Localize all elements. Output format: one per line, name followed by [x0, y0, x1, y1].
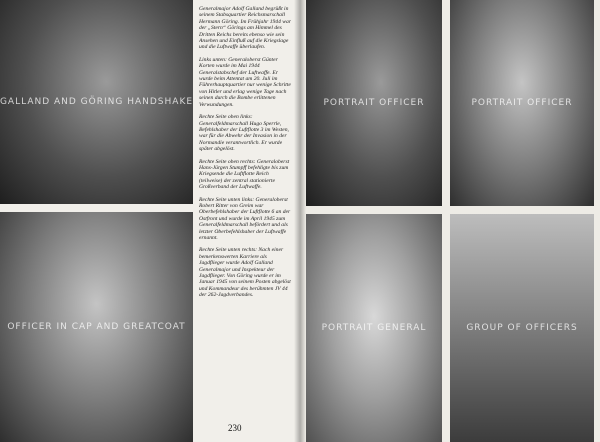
photo-portrait-top-right: [450, 0, 594, 206]
photo-caption-placeholder: GALLAND AND GÖRING HANDSHAKE: [0, 97, 193, 107]
photo-caption-placeholder: PORTRAIT OFFICER: [471, 98, 573, 108]
photo-group-officers: [450, 214, 594, 442]
photo-caption-placeholder: GROUP OF OFFICERS: [466, 323, 578, 333]
caption-paragraph: Links unten: Generaloberst Günter Korten wurde im Mai 1944 Generalstabschef der Luftwaffe. Er wurde beim Attentat am 20. Juli im Führerhauptquartier nur wenige Schritte von Hitler und erlag wenige Tage nach seinen durch die Bombe erlittenen Verwundungen.: [199, 56, 291, 108]
photo-handshake: [0, 0, 193, 204]
book-gutter: [294, 0, 306, 442]
photo-officer-cap: [0, 212, 193, 442]
photo-caption-placeholder: PORTRAIT OFFICER: [323, 98, 425, 108]
right-page: [300, 0, 600, 442]
caption-column: [199, 6, 291, 436]
photo-portrait-bottom-left: [306, 214, 442, 442]
caption-paragraph: Rechte Seite oben links: Generalfeldmarschall Hugo Sperrle, Befehlshaber der Luftflotte 3 im Westen, war für die Abwehr der Invasion in der Normandie verantwortlich. Er wurde später abgelöst.: [199, 114, 289, 153]
photo-caption-placeholder: OFFICER IN CAP AND GREATCOAT: [7, 322, 186, 332]
caption-paragraph: Generalmajor Adolf Galland begrüßt in seinem Stabsquartier Reichsmarschall Hermann Göring. Im Frühjahr 1944 war der „Stern“ Görings am Himmel des Dritten Reichs bereits ebenso wie sein Ansehen und Einfluß auf die Kriegslage und die Luftwaffe überlaufen.: [199, 6, 291, 51]
caption-paragraph: Rechte Seite oben rechts: Generaloberst Hans-Jürgen Stumpff befehligte bis zum Kriegsende die Luftflotte Reich (teilweise) der zentral stationierte Großverband der Luftwaffe.: [199, 158, 290, 191]
photo-caption-placeholder: PORTRAIT GENERAL: [321, 323, 427, 333]
page-number: 230: [228, 423, 242, 433]
photo-portrait-top-left: [306, 0, 442, 206]
caption-paragraph: Rechte Seite unten rechts: Nach einer bemerkenswerten Karriere als Jagdflieger wurde Adolf Galland Generalmajor und Inspekteur der Jagdflieger. Von Göring wurde er im Januar 1945 von seinem Posten abgelöst und Kommandeur des berühmten JV 44 der 262-Jagdverbandes.: [199, 247, 291, 299]
caption-paragraph: Rechte Seite unten links: Generaloberst Robert Ritter von Greim war Oberbefehlshaber der Luftflotte 6 an der Ostfront und wurde im April 1945 zum Generalfeldmarschall befördert und als letzter Oberbefehlshaber der Luftwaffe ernannt.: [199, 196, 291, 241]
